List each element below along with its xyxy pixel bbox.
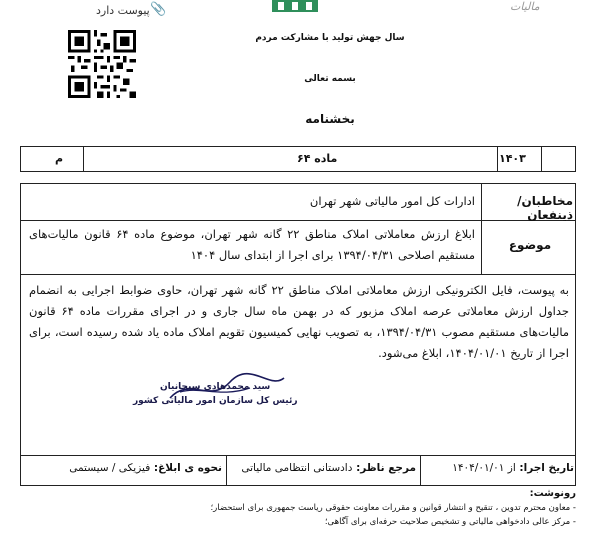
emblem-logo xyxy=(270,0,320,13)
invocation: بسمه تعالی xyxy=(304,74,356,84)
subject-label: موضوع xyxy=(508,238,552,252)
document-type-title: بخشنامه xyxy=(305,112,355,126)
supervising-authority xyxy=(228,462,416,474)
qr-code xyxy=(62,30,142,98)
ref-article: ماده ۶۴ xyxy=(297,152,338,165)
copy-recipients xyxy=(20,487,576,529)
ref-year: ۱۴۰۳ xyxy=(499,152,526,165)
reference-bar xyxy=(20,146,576,172)
circular-table xyxy=(20,183,576,456)
authority-label: مرجع ناظر: xyxy=(356,462,416,474)
signer-name: سید محمدهادی سبحانیان xyxy=(160,382,271,392)
audience-value: ادارات کل امور مالیاتی شهر تهران xyxy=(309,194,475,208)
circular-body: به پیوست، فایل الکترونیکی ارزش معاملاتی املاک مناطق ۲۲ گانه شهر تهران، حاوی ضوابط اجرایی به انضمام جداول ارزش معاملاتی عرصه املاک مزبور که در بهمن ماه سال جاری و در اجرای مقررات ماده ۶۴ قانون مالیات‌های مستقیم مصوب ۱۳۹۴/۰۴/۳۱، به تصویب نهایی کمیسیون تقویم املاک ماده یاد شده رسیده است، برای اجرا از تاریخ ۱۴۰۴/۰۱/۰۱، ابلاغ می‌شود. xyxy=(29,283,570,360)
exec-date xyxy=(424,462,574,474)
recipient-item: - معاون محترم تدوین ، تنقیح و انتشار قوانین و مقررات معاونت حقوقی ریاست جمهوری برای استحضار؛ xyxy=(210,503,576,513)
slogan: سال جهش تولید با مشارکت مردم xyxy=(255,33,405,43)
recipient-item: - مرکز عالی دادخواهی مالیاتی و تشخیص صلاحیت حرفه‌ای برای آگاهی؛ xyxy=(324,517,576,527)
subject-value: ابلاغ ارزش معاملاتی املاک مناطق ۲۲ گانه شهر تهران، موضوع ماده ۶۴ قانون مالیات‌های مستقیم اصلاحی ۱۳۹۴/۰۴/۳۱ برای اجرا از ابتدای سال ۱۴۰۴ xyxy=(29,227,475,262)
ref-code: م xyxy=(55,152,64,165)
method-value: فیزیکی / سیستمی xyxy=(69,462,151,474)
attachment-label: پیوست دارد xyxy=(96,4,150,17)
method-label: نحوه ی ابلاغ: xyxy=(153,462,222,474)
authority-value: دادستانی انتظامی مالیاتی xyxy=(241,462,353,474)
recipients-title: رونوشت: xyxy=(529,488,576,499)
paperclip-icon: 📎 xyxy=(150,2,167,17)
signer-title: رئیس کل سازمان امور مالیاتی کشور xyxy=(133,396,298,406)
audience-label: مخاطبان/ ذینفعان xyxy=(517,194,573,222)
delivery-method xyxy=(26,462,222,474)
tax-logo: مالیات xyxy=(510,0,540,13)
exec-date-label: تاریخ اجرا: xyxy=(519,462,574,474)
exec-date-value: از ۱۴۰۴/۰۱/۰۱ xyxy=(452,462,516,474)
